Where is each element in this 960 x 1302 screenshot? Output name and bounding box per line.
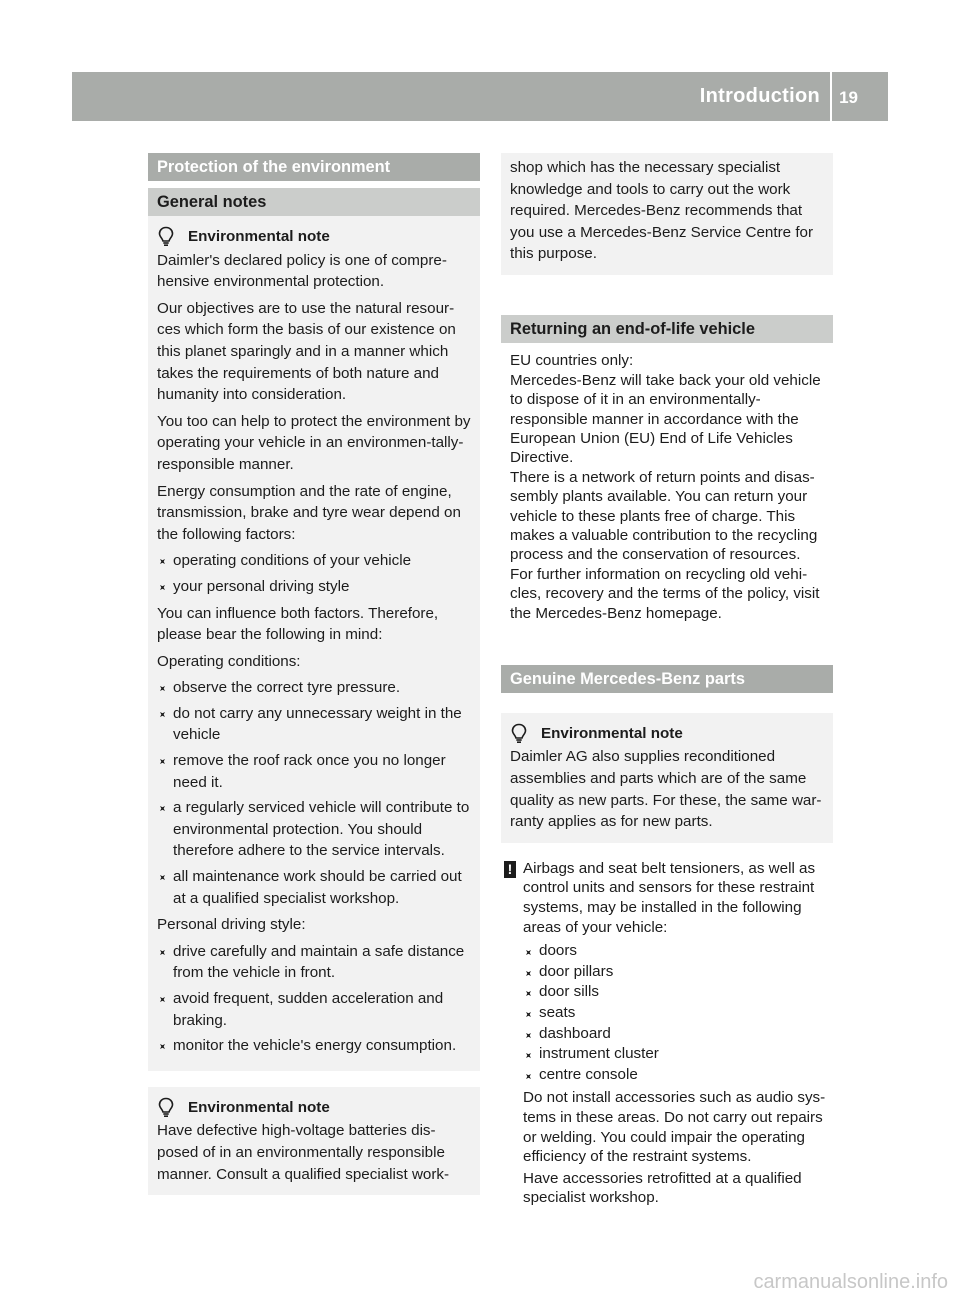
watermark: carmanualsonline.info	[753, 1271, 948, 1294]
right-column	[501, 153, 833, 1208]
note-title-text: Environmental note	[188, 228, 330, 245]
paragraph: You can influence both factors. Therefore, please bear the following in mind:	[157, 604, 439, 644]
note-title	[157, 1097, 472, 1119]
paragraph: Daimler's declared policy is one of compre-hensive environmental protection.	[157, 251, 447, 291]
paragraph: Our objectives are to use the natural resour-ces which form the basis of our existence on this planet sparingly and in a manner which takes the requirements of both nature and humanity into consideration.	[157, 299, 456, 404]
paragraph: Have accessories retrofitted at a qualified specialist workshop.	[523, 1169, 802, 1207]
list-item: operating conditions of your vehicle	[157, 550, 472, 572]
list-item: do not carry any unnecessary weight in the vehicle	[157, 703, 472, 746]
note-title-text: Environmental note	[188, 1098, 330, 1116]
paragraph: For further information on recycling old vehi-cles, recovery and the terms of the policy, visit the Mercedes-Benz homepage.	[510, 566, 820, 622]
lightbulb-icon	[510, 723, 528, 744]
list-item: dashboard	[523, 1024, 833, 1044]
paragraph: EU countries only:	[510, 351, 634, 369]
environmental-note-box-batteries	[148, 1087, 480, 1195]
operating-conditions-list	[157, 677, 472, 909]
list-item: centre console	[523, 1065, 833, 1085]
paragraph: You too can help to protect the environment by operating your vehicle in an environmen-tally-responsible manner.	[157, 412, 471, 473]
list-item: a regularly serviced vehicle will contribute to environmental protection. You should therefore adhere to the service intervals.	[157, 797, 472, 862]
paragraph: Have defective high-voltage batteries dis-posed of in an environmentally responsible manner. Consult a qualified specialist work-	[157, 1122, 450, 1183]
list-item: door pillars	[523, 962, 833, 982]
continuation-box	[501, 153, 833, 275]
environmental-note-box	[148, 216, 480, 1071]
returning-section-body	[501, 351, 833, 623]
list-item: your personal driving style	[157, 576, 472, 598]
list-item: seats	[523, 1003, 833, 1023]
environmental-note-box-parts	[501, 713, 833, 843]
warning-block	[504, 859, 833, 1208]
list-item: avoid frequent, sudden acceleration and braking.	[157, 988, 472, 1031]
warning-icon: !	[504, 861, 516, 878]
section-title-genuine-parts: Genuine Mercedes-Benz parts	[501, 665, 833, 693]
restraint-areas-list	[523, 941, 833, 1084]
paragraph: Personal driving style:	[157, 916, 306, 934]
section-title-returning: Returning an end-of-life vehicle	[501, 315, 833, 343]
factors-list	[157, 550, 472, 597]
lightbulb-icon	[157, 226, 175, 247]
list-item: drive carefully and maintain a safe distance from the vehicle in front.	[157, 941, 472, 984]
paragraph: Daimler AG also supplies reconditioned assemblies and parts which are of the same quality as new parts. For these, the same war-ranty applies as for new parts.	[510, 748, 822, 831]
section-title-protection: Protection of the environment	[148, 153, 480, 181]
list-item: instrument cluster	[523, 1044, 833, 1064]
page-number: 19	[839, 88, 858, 107]
lightbulb-icon	[157, 1097, 175, 1118]
paragraph: There is a network of return points and disas-sembly plants available. You can return your vehicle to these plants free of charge. This makes a valuable contribution to the recycling process and the conservation of resources.	[510, 469, 818, 563]
left-column	[148, 153, 480, 1195]
paragraph: Do not install accessories such as audio sys-tems in these areas. Do not carry out repairs or welding. You could impair the operating efficiency of the restraint systems.	[523, 1089, 826, 1166]
list-item: monitor the vehicle's energy consumption.	[157, 1035, 472, 1057]
paragraph: Mercedes-Benz will take back your old vehicle to dispose of it in an environmentally-responsible manner in accordance with the European Union (EU) End of Life Vehicles Directive.	[510, 372, 821, 466]
list-item: remove the roof rack once you no longer need it.	[157, 750, 472, 793]
note-title	[157, 226, 472, 248]
subsection-title-general-notes: General notes	[148, 188, 480, 216]
list-item: door sills	[523, 982, 833, 1002]
paragraph: Energy consumption and the rate of engine, transmission, brake and tyre wear depend on the following factors:	[157, 482, 461, 543]
paragraph: shop which has the necessary specialist knowledge and tools to carry out the work required. Mercedes-Benz recommends that you use a Mercedes-Benz Service Centre for this purpose.	[510, 159, 814, 263]
list-item: observe the correct tyre pressure.	[157, 677, 472, 699]
list-item: all maintenance work should be carried out at a qualified specialist workshop.	[157, 866, 472, 909]
warning-text: Airbags and seat belt tensioners, as well as control units and sensors for these restraint systems, may be installed in the following areas of your vehicle:	[523, 859, 816, 936]
chapter-title: Introduction	[699, 85, 820, 107]
list-item: doors	[523, 941, 833, 961]
page-header	[72, 72, 888, 121]
header-divider	[830, 72, 832, 121]
paragraph: Operating conditions:	[157, 652, 301, 670]
note-title	[510, 723, 825, 745]
note-title-text: Environmental note	[541, 724, 683, 742]
driving-style-list	[157, 941, 472, 1057]
